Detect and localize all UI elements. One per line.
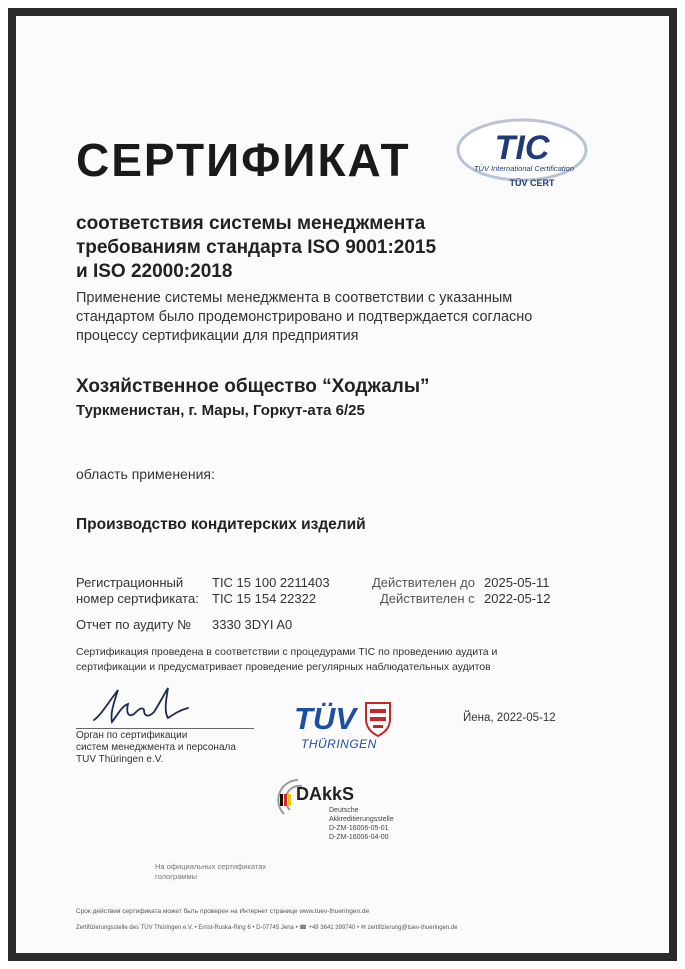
reg-number-2: TIC 15 154 22322: [212, 591, 317, 606]
reg-label-1: Регистрационный: [76, 575, 184, 590]
heading-line-2: требованиям стандарта ISO 9001:2015: [76, 237, 437, 258]
signatory-line-1: Орган по сертификации: [76, 730, 188, 741]
signature: [88, 684, 198, 728]
scope-value: Производство кондитерских изделий: [76, 516, 366, 533]
procedure-line-2: сертификации и предусматривает проведение регулярных наблюдательных аудитов: [76, 661, 491, 673]
hologram-note-line-1: На официальных сертификатах: [155, 862, 267, 871]
heading-line-3: и ISO 22000:2018: [76, 261, 233, 282]
signatory-line-3: TUV Thüringen e.V.: [76, 754, 164, 765]
intro-line-3: процессу сертификации для предприятия: [76, 328, 359, 344]
tic-logo-subtitle: TÜV International Certification: [473, 164, 575, 173]
tic-logo: [452, 114, 592, 196]
tic-logo-cert: TÜV CERT: [509, 178, 555, 188]
tuv-thuringen-logo: [292, 699, 396, 753]
tuv-thuringen-logo-graphic: [292, 699, 396, 753]
tic-logo-name: TIC: [494, 129, 550, 167]
place-date: Йена, 2022-05-12: [463, 712, 556, 724]
dakks-accreditation-mark: [276, 776, 426, 852]
reg-number-1: TIC 15 100 2211403: [212, 575, 330, 590]
audit-label: Отчет по аудиту №: [76, 617, 192, 632]
dakks-line-1: Deutsche: [329, 807, 359, 814]
dakks-line-3: D-ZM-16006-05-01: [329, 825, 389, 832]
signatory-line-2: систем менеджмента и персонала: [76, 742, 236, 753]
footer-issuer-contact: Zertifizierungsstelle des TÜV Thüringen e.V. • Ernst-Ruska-Ring 6 • D-07745 Jena • ☎ +49 3641 399740 • ✉ zertifizierung@tuev-thueringen.de: [76, 925, 458, 931]
reg-label-2: номер сертификата:: [76, 591, 199, 606]
hologram-note-line-2: голограммы: [155, 872, 197, 881]
heading-line-1: соответствия системы менеджмента: [76, 213, 426, 234]
valid-until-date: 2025-05-11: [484, 575, 550, 590]
company-address: Туркменистан, г. Мары, Горкут-ата 6/25: [76, 402, 365, 419]
valid-from-date: 2022-05-12: [484, 591, 551, 606]
certificate-title: СЕРТИФИКАТ: [76, 134, 411, 186]
audit-number: 3330 3DYI A0: [212, 617, 293, 632]
dakks-name: DAkkS: [296, 784, 355, 804]
intro-line-1: Применение системы менеджмента в соответствии с указанным: [76, 290, 513, 306]
company-name: Хозяйственное общество “Ходжалы”: [76, 376, 430, 397]
valid-until-label: Действителен до: [372, 575, 475, 590]
tuv-logo-region: THÜRINGEN: [301, 737, 377, 751]
dakks-line-4: D-ZM-16006-04-00: [329, 834, 389, 841]
tuv-logo-name: TÜV: [294, 701, 356, 736]
signature-line: [76, 728, 254, 729]
valid-from-label: Действителен с: [380, 591, 475, 606]
procedure-line-1: Сертификация проведена в соответствии с процедурами TIC по проведению аудита и: [76, 646, 498, 658]
dakks-line-2: Akkreditierungsstelle: [329, 816, 394, 823]
tic-logo-graphic: [452, 114, 592, 196]
scope-label: область применения:: [76, 466, 215, 482]
intro-line-2: стандартом было продемонстрировано и подтверждается согласно: [76, 309, 533, 325]
footer-verification-note: Срок действия сертификата может быть проверен на Интернет странице www.tuev-thueringen.de: [76, 908, 370, 915]
